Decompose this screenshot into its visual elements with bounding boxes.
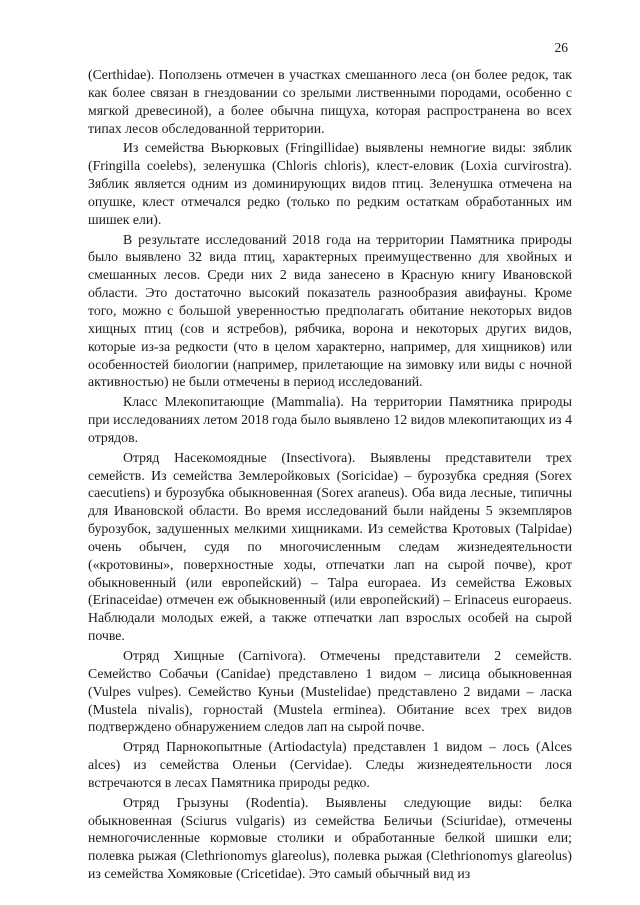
paragraph-rodentia: Отряд Грызуны (Rodentia). Выявлены следующие виды: белка обыкновенная (Sciurus vulgaris) из семейства Беличьи (Sciuridae), отмечены немногочисленные кормовые столики и обработанные белкой шишки ели; полевка рыжая (Clethrionomys glareolus), полевка рыжая (Clethrionomys glareolus) из семейства Хомяковые (Cricetidae). Это самый обычный вид из — [88, 794, 572, 882]
page-body — [88, 66, 572, 885]
paragraph-insectivora: Отряд Насекомоядные (Insectivora). Выявлены представители трех семейств. Из семейства Землеройковых (Soricidae) – бурозубка средняя (Sorex caecutiens) и бурозубка обыкновенная (Sorex araneus). Оба вида лесные, типичны для Ивановской области. Во время исследований были найдены 5 экземпляров бурозубок, задушенных мелкими хищниками. Из семейства Кротовых (Talpidae) очень обычен, судя по многочисленным следам жизнедеятельности («кротовины», поверхностные ходы, отпечатки лап на сырой почве), крот обыкновенный (или европейский) – Talpa europaea. Из семейства Ежовых (Erinaceidae) отмечен еж обыкновенный (или европейский) – Erinaceus europaeus. Наблюдали молодых ежей, а также отпечатки лап взрослых особей на сырой почве. — [88, 449, 572, 644]
paragraph-fringillidae: Из семейства Вьюрковых (Fringillidae) выявлены немногие виды: зяблик (Fringilla coelebs), зеленушка (Chloris chloris), клест-еловик (Loxia curvirostra). Зяблик является одним из доминирующих видов птиц. Зеленушка отмечена на опушке, клест отмечался редко (только по редким остаткам обработанных им шишек ели). — [88, 140, 572, 227]
paragraph-carnivora: Отряд Хищные (Carnivora). Отмечены представители 2 семейств. Семейство Собачьи (Canidae) представлено 1 видом – лисица обыкновенная (Vulpes vulpes). Семейство Куньи (Mustelidae) представлено 2 видами – ласка (Mustela nivalis), горностай (Mustela erminea). Обитание всех трех видов подтверждено обнаружением следов лап на сырой почве. — [88, 648, 572, 735]
paragraph-artiodactyla: Отряд Парнокопытные (Artiodactyla) представлен 1 видом – лось (Alces alces) из семейства Оленьи (Cervidae). Следы жизнедеятельности лося встречаются в лесах Памятника природы редко. — [88, 739, 572, 790]
paragraph-continuation: (Certhidae). Поползень отмечен в участках смешанного леса (он более редок, так как более связан в гнездовании со зрелыми лиственными породами, особенно с мягкой древесиной), а более обычна пищуха, которая распространена во всех типах лесов обследованной территории. — [88, 67, 572, 136]
paragraph-birds-summary: В результате исследований 2018 года на территории Памятника природы было выявлено 32 вида птиц, характерных преимущественно для хвойных и смешанных лесов. Среди них 2 вида занесено в Красную книгу Ивановской области. Это достаточно высокий показатель разнообразия авифауны. Кроме того, можно с большой уверенностью предполагать обитание некоторых видов хищных птиц (сов и ястребов), рябчика, ворона и некоторых других видов, которые из-за редкости (что в целом характерно, например, для хищников) или особенностей биологии (например, прилетающие на зимовку или виды с ночной активностью) не были отмечены в период исследований. — [88, 231, 572, 390]
paragraph-mammalia: Класс Млекопитающие (Mammalia). На территории Памятника природы при исследованиях летом 2018 года было выявлено 12 видов млекопитающих из 4 отрядов. — [88, 394, 572, 445]
page-number: 26 — [554, 40, 568, 55]
